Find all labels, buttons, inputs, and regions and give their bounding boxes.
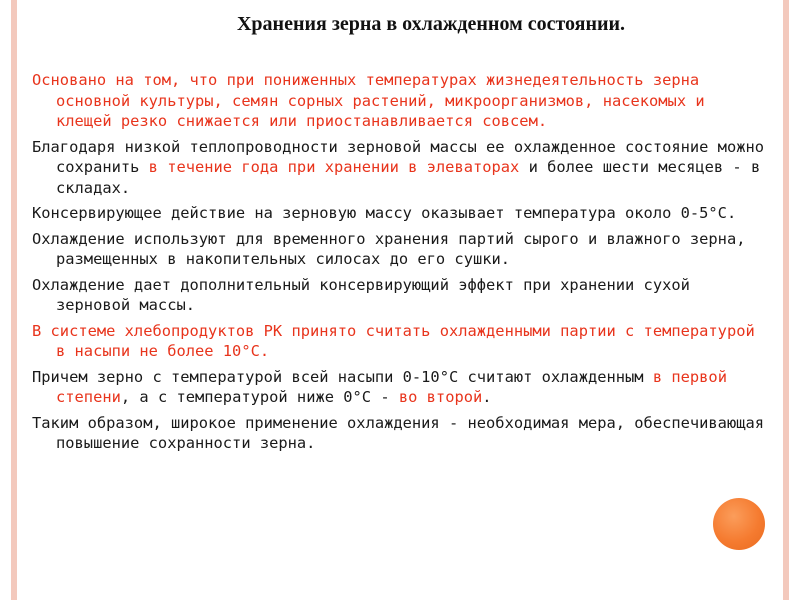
- paragraph-2-highlight: в течение года при хранении в элеваторах: [148, 158, 520, 176]
- paragraph-2-text: Благодаря низкой теплопроводности зерновой массы ее охлажденное состояние можно сохранить: [32, 137, 765, 176]
- paragraph-7-text-mid: , а с температурой ниже 0°С -: [120, 388, 399, 406]
- paragraph-7-text: Причем зерно с температурой всей насыпи 0-10°С считают охлажденным: [32, 367, 653, 386]
- paragraph-5: [32, 275, 767, 316]
- decorative-orange-circle: [713, 498, 765, 550]
- paragraph-7-highlight-first: в первой степени: [56, 367, 727, 406]
- paragraph-3-text: Консервирующее действие на зерновую массу оказывает температура около 0-5°С.: [32, 204, 737, 222]
- slide-title: Хранения зерна в охлажденном состоянии.: [236, 13, 626, 35]
- paragraph-7: [32, 367, 767, 408]
- paragraph-4-text: Охлаждение используют для временного хранения партий сырого и влажного зерна, размещенных в накопительных силосах до его сушки.: [32, 229, 746, 268]
- paragraph-7-text-end: .: [482, 388, 492, 406]
- slide-frame-right: [783, 0, 789, 600]
- paragraph-7-highlight-second: во второй: [398, 388, 483, 406]
- paragraph-6-text: В системе хлебопродуктов РК принято считать охлажденными партии с температурой в насыпи не более 10°С.: [32, 321, 755, 360]
- paragraph-2-text-end: и более шести месяцев - в складах.: [56, 158, 761, 197]
- paragraph-4: [32, 229, 767, 270]
- slide-body: [32, 70, 767, 459]
- paragraph-5-text: Охлаждение дает дополнительный консервирующий эффект при хранении сухой зерновой массы.: [32, 275, 690, 314]
- paragraph-1-text: Основано на том, что при пониженных температурах жизнедеятельность зерна основной культуры, семян сорных растений, микроорганизмов, насекомых и клещей резко снижается или приостанавливается совсем.: [32, 71, 705, 130]
- paragraph-8: [32, 413, 767, 454]
- paragraph-6: [32, 321, 767, 362]
- paragraph-8-text: Таким образом, широкое применение охлаждения - необходимая мера, обеспечивающая повышение сохранности зерна.: [32, 413, 765, 452]
- paragraph-2: [32, 137, 767, 199]
- paragraph-3: [32, 203, 767, 224]
- paragraph-1: [32, 70, 767, 132]
- slide-frame-left: [11, 0, 17, 600]
